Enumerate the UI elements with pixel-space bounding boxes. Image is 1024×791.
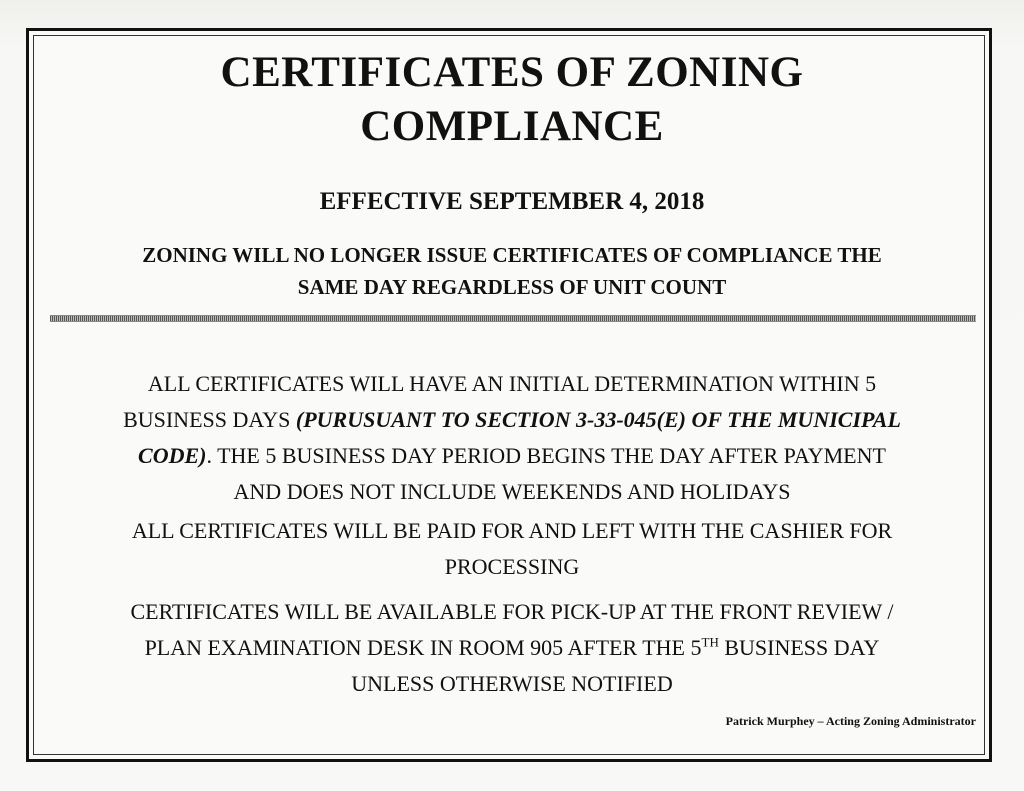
code-reference-end: CODE) (138, 443, 207, 468)
divider-rule (50, 315, 976, 322)
paragraph-1-line-4: AND DOES NOT INCLUDE WEEKENDS AND HOLIDAYS (233, 479, 791, 504)
notice-statement (40, 239, 984, 303)
paragraph-2-line-1: ALL CERTIFICATES WILL BE PAID FOR AND LEFT WITH THE CASHIER FOR (131, 518, 893, 543)
effective-date: EFFECTIVE SEPTEMBER 4, 2018 (319, 188, 705, 215)
paragraph-payment (44, 513, 980, 585)
paragraph-1-line-3-rest: . THE 5 BUSINESS DAY PERIOD BEGINS THE DAY AFTER PAYMENT (206, 443, 886, 468)
paragraph-2-line-2: PROCESSING (444, 554, 580, 579)
code-reference: (PURUSUANT TO SECTION 3-33-045(E) OF THE MUNICIPAL (295, 407, 901, 432)
notice-line-1: ZONING WILL NO LONGER ISSUE CERTIFICATES OF COMPLIANCE THE (142, 243, 882, 267)
title-line-1: CERTIFICATES OF ZONING (220, 49, 804, 96)
paragraph-1-line-1: ALL CERTIFICATES WILL HAVE AN INITIAL DETERMINATION WITHIN 5 (147, 371, 877, 396)
paragraph-3-line-3: UNLESS OTHERWISE NOTIFIED (351, 671, 673, 696)
paragraph-3-line-1: CERTIFICATES WILL BE AVAILABLE FOR PICK-UP AT THE FRONT REVIEW / (130, 599, 894, 624)
paragraph-3-line-2-lead: PLAN EXAMINATION DESK IN ROOM 905 AFTER THE 5 (144, 635, 702, 660)
title-line-2: COMPLIANCE (360, 103, 664, 150)
notice-line-2: SAME DAY REGARDLESS OF UNIT COUNT (297, 275, 727, 299)
paragraph-3-line-2-rest: BUSINESS DAY (718, 635, 880, 660)
ordinal-suffix: TH (701, 634, 719, 650)
paragraph-pickup (44, 594, 980, 702)
paragraph-determination (44, 366, 980, 510)
paragraph-1-line-2-lead: BUSINESS DAYS (123, 407, 296, 432)
signature: Patrick Murphey – Acting Zoning Administrator (725, 714, 976, 728)
notice-title (0, 46, 1024, 154)
